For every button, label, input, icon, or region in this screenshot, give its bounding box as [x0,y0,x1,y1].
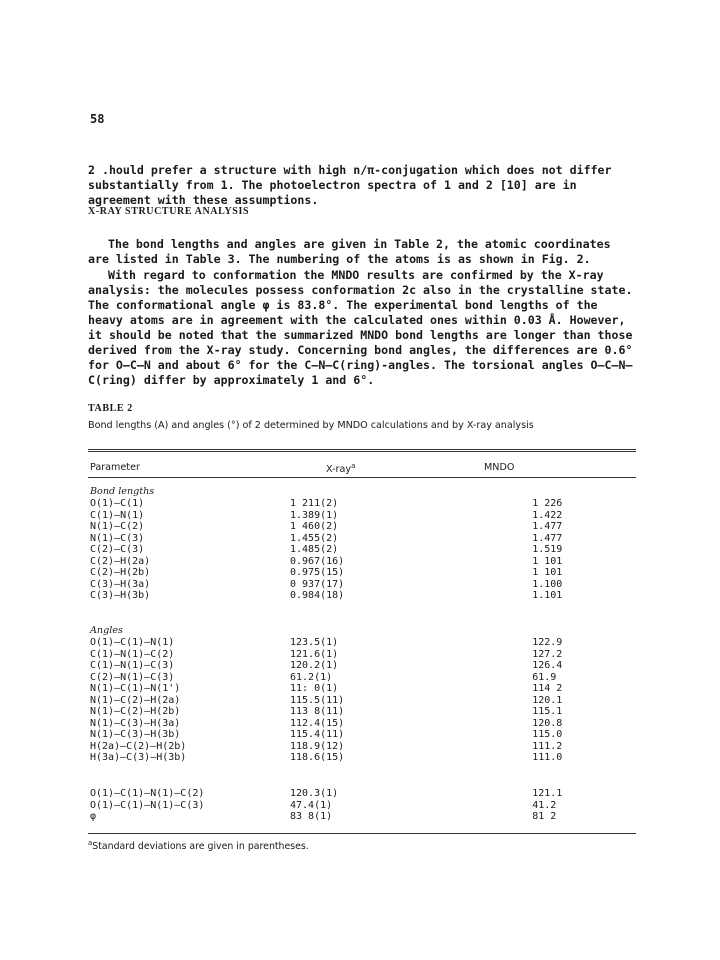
parameter-cell: N(1)—C(3) [90,532,145,544]
footnote-mark: a [88,839,93,847]
xray-cell: 120.3(1) [290,788,339,799]
table-row [90,498,636,510]
intro-paragraph: 2 .hould prefer a structure with high n/π-conjugation which does not differ substantially from 1. The photoelectron spectra of 1 and 2 [10] are in agreement with these assumptions. [88,163,612,207]
table-row [90,649,636,661]
table-label: TABLE 2 [88,403,133,414]
table-row [90,729,636,741]
table-row [90,672,636,684]
xray-cell: 83 8(1) [290,811,333,822]
xray-cell: 115.4(11) [290,729,345,740]
table-row [90,579,636,591]
parameter-cell: N(1)—C(3)—H(3b) [90,729,181,740]
mndo-cell: 127.2 [532,648,563,660]
column-header-xray [326,462,355,475]
column-header-xray-footnote-mark: a [351,462,356,470]
parameter-cell: N(1)—C(2) [90,521,145,532]
table-row [90,752,636,764]
xray-cell: 113 8(11) [290,706,345,717]
mndo-cell: 41.2 [532,799,557,811]
table-header-rule [88,477,636,478]
angles-list [90,637,636,764]
parameter-cell: O(1)—C(1)—N(1) [90,637,175,648]
parameter-cell: H(2a)—C(2)—H(2b) [90,740,187,752]
group-title-bond-lengths: Bond lengths [90,486,155,497]
xray-cell: 1.455(2) [290,532,339,544]
table-row [90,521,636,533]
parameter-cell: C(2)—N(1)—C(3) [90,671,175,683]
mndo-cell: 120.1 [532,694,563,706]
mndo-cell: 111.2 [532,740,563,752]
table-row [90,718,636,730]
xray-cell: 115.5(11) [290,694,345,706]
xray-cell: 123.5(1) [290,637,339,648]
table-row [90,533,636,545]
table-row [90,788,636,800]
table-bottom-rule [88,833,636,834]
table-row [90,706,636,718]
bond-lengths-list [90,498,636,602]
table-row [90,510,636,522]
parameter-cell: O(1)—C(1)—N(1)—C(2) [90,788,205,799]
table-row [90,741,636,753]
column-header-mndo: MNDO [484,462,515,473]
table-row [90,811,636,823]
mndo-cell: 126.4 [532,660,563,671]
mndo-cell: 1.477 [532,521,563,532]
xray-cell: 118.6(15) [290,752,345,763]
parameter-cell: C(1)—N(1)—C(3) [90,660,175,671]
table-row [90,544,636,556]
mndo-cell: 115.0 [532,729,563,740]
mndo-cell: 61.9 [532,671,557,683]
parameter-cell: C(1)—N(1) [90,509,145,521]
parameter-cell: O(1)—C(1)—N(1)—C(3) [90,799,205,811]
mndo-cell: 120.8 [532,717,563,729]
table-footnote [88,839,309,852]
xray-cell: 121.6(1) [290,648,339,660]
parameter-cell: H(3a)—C(3)—H(3b) [90,752,187,763]
xray-cell: 120.2(1) [290,660,339,671]
mndo-cell: 1.477 [532,532,563,544]
table-caption: Bond lengths (A) and angles (°) of 2 determined by MNDO calculations and by X-ray analysis [88,420,534,431]
parameter-cell: C(3)—H(3a) [90,578,151,590]
parameter-cell: C(2)—H(2b) [90,567,151,578]
xray-cell: 0.975(15) [290,567,345,578]
xray-cell: 1.389(1) [290,509,339,521]
mndo-cell: 114 2 [532,683,563,694]
xray-cell: 11: 0(1) [290,683,339,694]
table-top-rule-double [88,451,636,452]
table-row [90,695,636,707]
table-row [90,683,636,695]
mndo-cell: 1 101 [532,567,563,578]
mndo-cell: 115.1 [532,706,563,717]
parameter-cell: φ [90,811,97,822]
parameter-cell: C(1)—N(1)—C(2) [90,648,175,660]
parameter-cell: N(1)—C(2)—H(2a) [90,694,181,706]
parameter-cell: C(2)—C(3) [90,544,145,555]
body-paragraph-2: The bond lengths and angles are given in Table 2, the atomic coordinates are listed in Table 3. The numbering of the atoms is as shown in Fig. 2. [88,237,611,266]
xray-cell: 1 211(2) [290,498,339,509]
section-heading: X-RAY STRUCTURE ANALYSIS [88,206,250,217]
xray-cell: 47.4(1) [290,799,333,811]
table-row [90,637,636,649]
xray-cell: 1.485(2) [290,544,339,555]
torsions-list [90,788,636,823]
column-header-parameter: Parameter [90,462,140,473]
body-paragraph-3: With regard to conformation the MNDO results are confirmed by the X-ray analysis: the molecules possess conformation 2c also in the crystalline state. The conformational angle φ is 83.8°. The experimental bond lengths of the heavy atoms are in agreement with the calculated ones within 0.03 Å. However, it should be noted that the summarized MNDO bond lengths are longer than those derived from the X-ray study. Concerning bond angles, the differences are 0.6° for O—C—N and about 6° for the C—N—C(ring)-angles. The torsional angles O—C—N—C(ring) differ by approximately 1 and 6°. [88,268,633,387]
page-number: 58 [90,112,105,126]
parameter-cell: C(2)—H(2a) [90,555,151,567]
mndo-cell: 1 101 [532,555,563,567]
table-row [90,660,636,672]
mndo-cell: 1.101 [532,590,563,601]
xray-cell: 0 937(17) [290,578,345,590]
footnote-text: Standard deviations are given in parentheses. [92,841,309,853]
parameter-cell: N(1)—C(1)—N(1') [90,683,181,694]
table-row [90,556,636,568]
mndo-cell: 122.9 [532,637,563,648]
group-title-angles: Angles [90,625,123,636]
parameter-cell: O(1)—C(1) [90,498,145,509]
xray-cell: 1 460(2) [290,521,339,532]
table-row [90,567,636,579]
mndo-cell: 1.100 [532,578,563,590]
table-row [90,590,636,602]
mndo-cell: 1.519 [532,544,563,555]
mndo-cell: 121.1 [532,788,563,799]
parameter-cell: N(1)—C(2)—H(2b) [90,706,181,717]
parameter-cell: N(1)—C(3)—H(3a) [90,717,181,729]
mndo-cell: 111.0 [532,752,563,763]
xray-cell: 61.2(1) [290,671,333,683]
table-top-rule [88,449,636,450]
mndo-cell: 1 226 [532,498,563,509]
xray-cell: 112.4(15) [290,717,345,729]
mndo-cell: 1.422 [532,509,563,521]
parameter-cell: C(3)—H(3b) [90,590,151,601]
xray-cell: 0.984(18) [290,590,345,601]
column-header-xray-label: X-ray [326,464,352,476]
table-row [90,800,636,812]
xray-cell: 0.967(16) [290,555,345,567]
xray-cell: 118.9(12) [290,740,345,752]
mndo-cell: 81 2 [532,811,557,822]
